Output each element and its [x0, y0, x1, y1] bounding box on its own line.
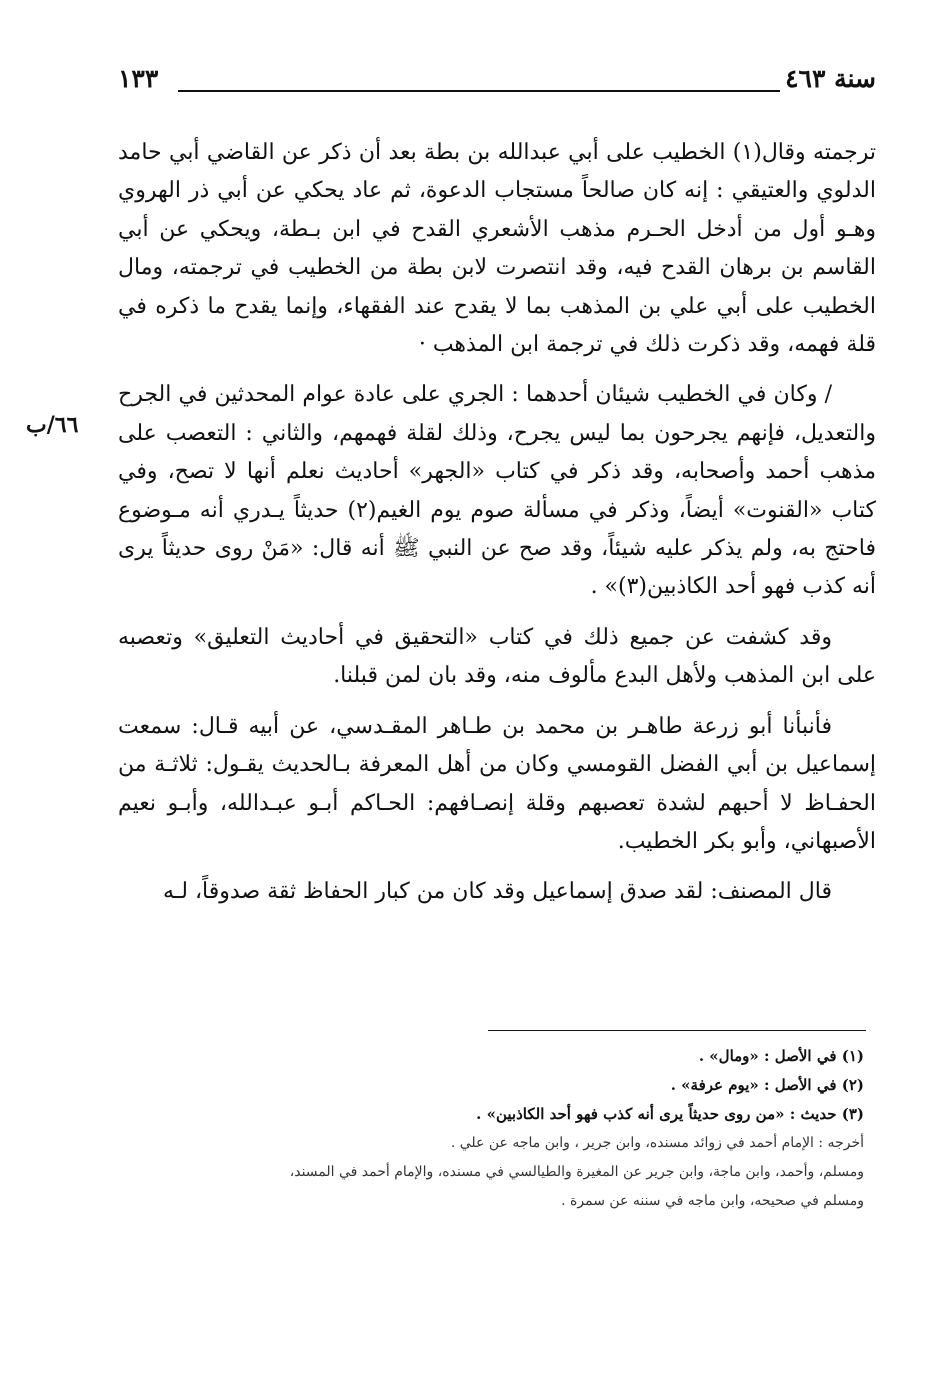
paragraph-3: وقد كشفت عن جميع ذلك في كتاب «التحقيق في أحاديث التعليق» وتعصبه على ابن المذهب ولأهل البدع مألوف منه، وقد بان لمن قبلنا.	[118, 624, 876, 689]
footnote-3: (٣) حديث : «من روى حديثاً يرى أنه كذب فهو أحد الكاذبين» .	[476, 1105, 864, 1123]
footnote-3-source-2: ومسلم، وأحمد، وابن ماجة، وابن جرير عن المغيرة والطيالسي في مسنده، والإمام أحمد في المسند،	[289, 1164, 864, 1180]
paragraph-1: ترجمته وقال(١) الخطيب على أبي عبدالله بن بطة بعد أن ذكر عن القاضي أبي حامد الدلوي والعتيقي : إنه كان صالحاً مستجاب الدعوة، ثم عاد يحكي عن أبي ذر الهروي وهـو أول من أدخل الحـرم مذهب الأشعري القدح في ابن بـطة، ويحكي عن أبي القاسم بن برهان القدح فيه، وقد انتصرت لابن بطة من الخطيب في ترجمته، ومال الخطيب على أبي علي بن المذهب بما لا يقدح عند الفقهاء، وإنما يقدح ما ذكره في قلة فهمه، وقد ذكرت ذلك في ترجمة ابن المذهب ·	[118, 140, 877, 358]
paragraph-4: فأنبأنا أبو زرعة طاهـر بن محمد بن طـاهر المقـدسي، عن أبيه قـال: سمعت إسماعيل بن أبي الفضل القومسي وكان من أهل المعرفة بـالحديث يقـول: ثلاثـة من الحفـاظ لا أحبهم لشدة تعصبهم وقلة إنصـافهم: الحـاكم أبـو عبـدالله، وأبـو نعيم الأصبهاني، وأبو بكر الخطيب.	[118, 713, 876, 854]
footnote-3-source-1: أخرجه : الإمام أحمد في زوائد مسنده، وابن جرير ، وابن ماجه عن علي .	[450, 1135, 864, 1151]
page-number: ١٣٣	[118, 64, 159, 93]
manuscript-folio-note: ٦٦/ب	[26, 412, 79, 438]
paragraph-5: قال المصنف: لقد صدق إسماعيل وقد كان من كبار الحفاظ ثقة صدوقاً، لـه	[163, 879, 832, 905]
page-header	[118, 62, 876, 106]
footnote-2: (٢) في الأصل : «يوم عرفة» .	[670, 1076, 864, 1094]
footnote-divider	[488, 1030, 866, 1031]
header-year: سنة ٤٦٣	[785, 64, 876, 93]
footnote-1: (١) في الأصل : «ومال» .	[698, 1047, 864, 1065]
footnotes	[118, 1042, 864, 1216]
paragraph-2: / وكان في الخطيب شيئان أحدهما : الجري على عادة عوام المحدثين في الجرح والتعديل، فإنهم يجرحون بما ليس يجرح، وذلك لقلة فهمهم، والثاني : التعصب على مذهب أحمد وأصحابه، وقد ذكر في كتاب «الجهر» أحاديث نعلم أنها لا تصح، وفي كتاب «القنوت» أيضاً، وذكر في مسألة صوم يوم الغيم(٢) حديثاً يـدري أنه مـوضوع فاحتج به، ولم يذكر عليه شيئاً، وقد صح عن النبي ﷺ أنه قال: «مَنْ روى حديثاً يرى أنه كذب فهو أحد الكاذبين(٣)» .	[118, 382, 876, 600]
header-rule	[178, 90, 780, 92]
footnote-3-source-3: ومسلم في صحيحه، وابن ماجه في سننه عن سمرة .	[561, 1193, 864, 1209]
main-text	[118, 134, 876, 912]
